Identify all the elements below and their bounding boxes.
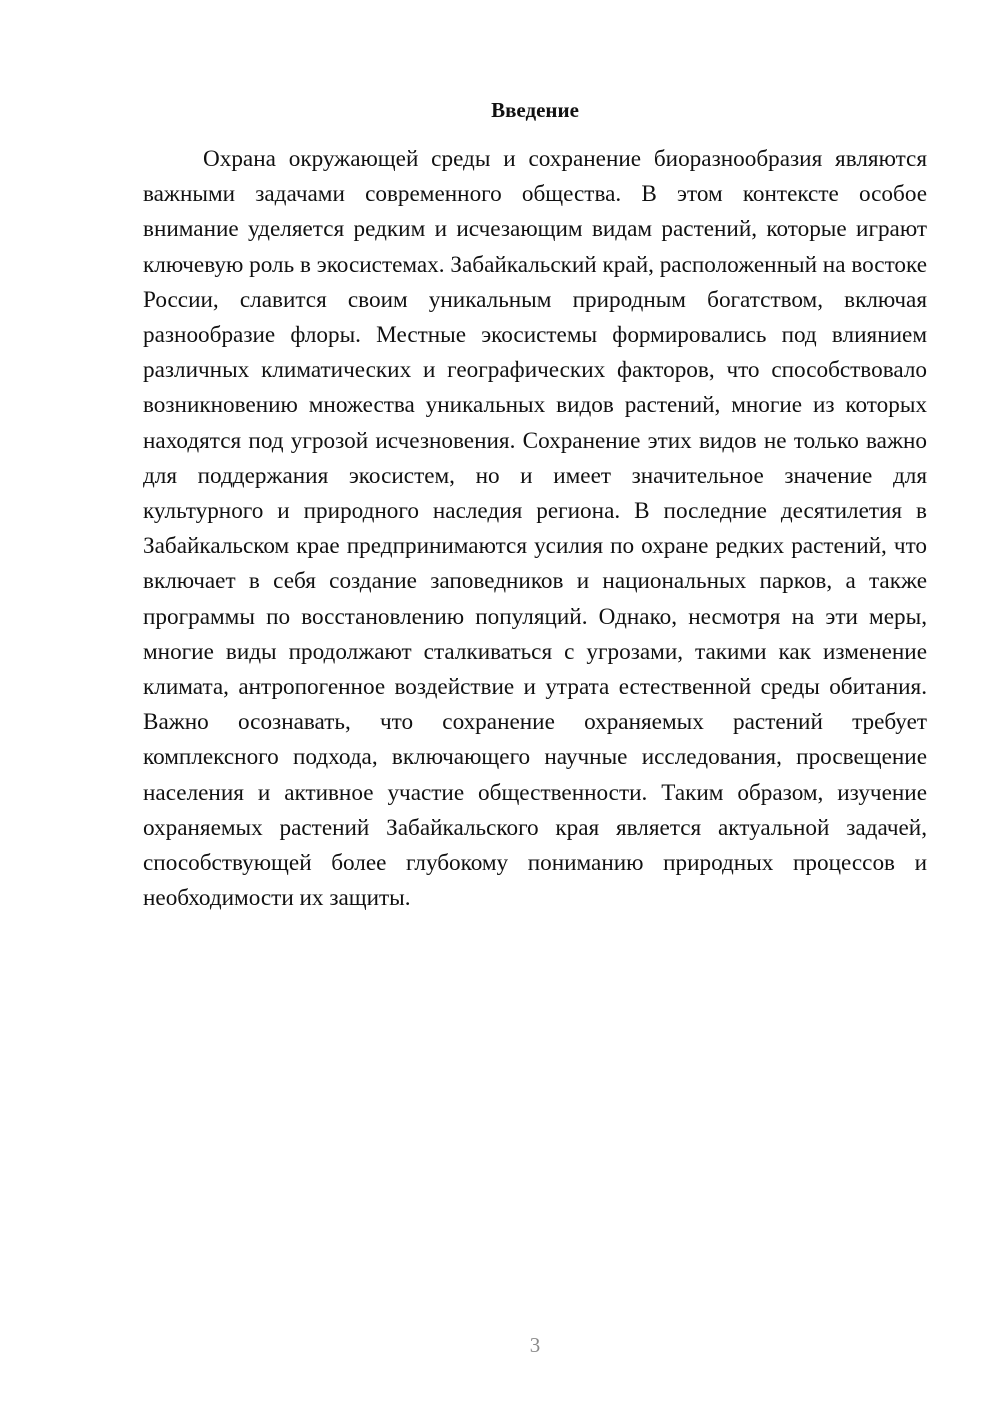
page-number: 3 [529,1333,541,1357]
body-paragraph: Охрана окружающей среды и сохранение биоразнообразия являются важными задачами современного общества. В этом контексте особое внимание уделяется редким и исчезающим видам растений, которые играют ключевую роль в экосистемах. Забайкальский край, расположенный на востоке России, славится своим уникальным природным богатством, включая разнообразие флоры. Местные экосистемы формировались под влиянием различных климатических и географических факторов, что способствовало возникновению множества уникальных видов растений, многие из которых находятся под угрозой исчезновения. Сохранение этих видов не только важно для поддержания экосистем, но и имеет значительное значение для культурного и природного наследия региона. В последние десятилетия в Забайкальском крае предпринимаются усилия по охране редких растений, что включает в себя создание заповедников и национальных парков, а также программы по восстановлению популяций. Однако, несмотря на эти меры, многие виды продолжают сталкиваться с угрозами, такими как изменение климата, антропогенное воздействие и утрата естественной среды обитания. Важно осознавать, что сохранение охраняемых растений требует комплексного подхода, включающего научные исследования, просвещение населения и активное участие общественности. Таким образом, изучение охраняемых растений Забайкальского края является актуальной задачей, способствующей более глубокому пониманию природных процессов и необходимости их защиты. [143,146,927,912]
section-heading: Введение [491,98,579,122]
